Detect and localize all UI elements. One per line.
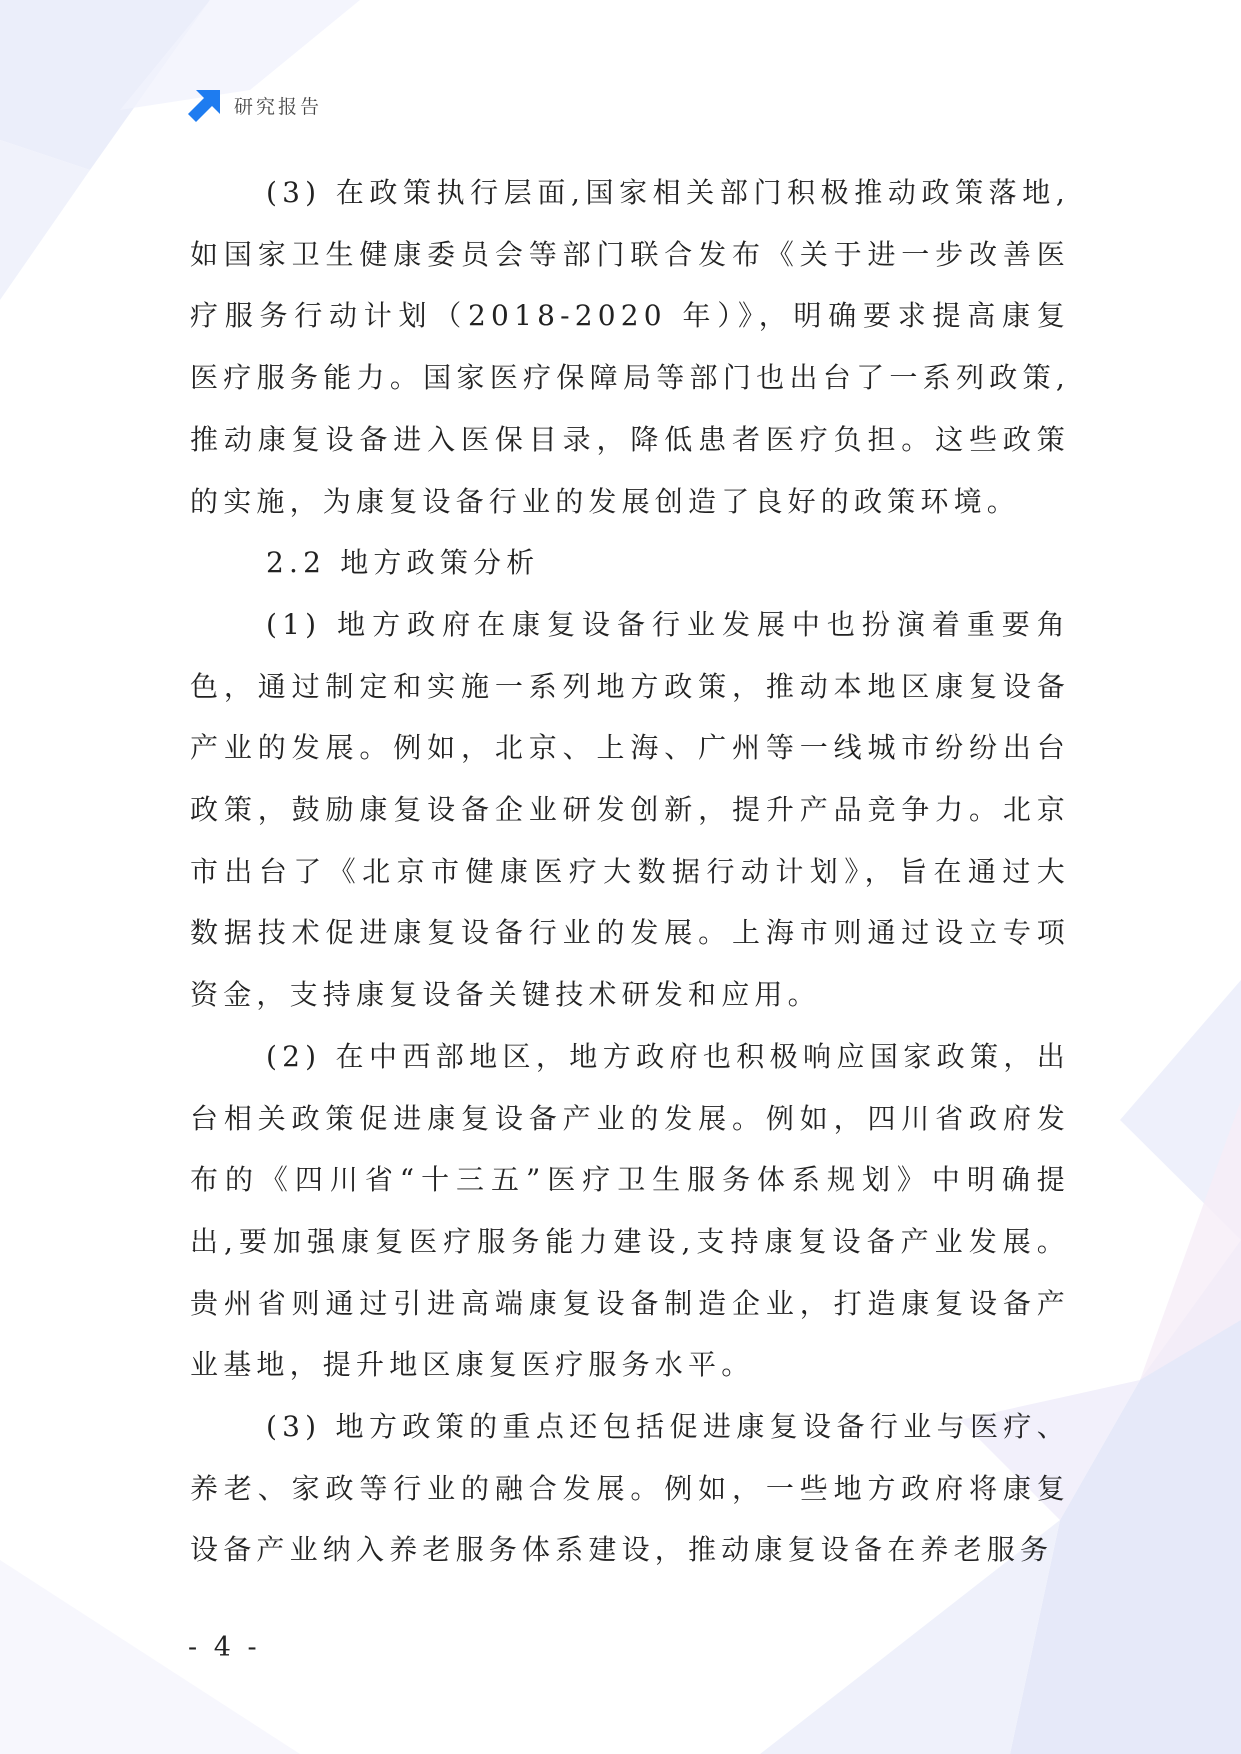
document-body: [190, 162, 1070, 1581]
paragraph: (3) 在政策执行层面,国家相关部门积极推动政策落地,如国家卫生健康委员会等部门联合发布《关于进一步改善医疗服务行动计划（2018-2020 年）》，明确要求提高康复医疗服务能力。国家医疗保障局等部门也出台了一系列政策,推动康复设备进入医保目录，降低患者医疗负担。这些政策的实施，为康复设备行业的发展创造了良好的政策环境。: [190, 176, 1070, 518]
paragraph: (1) 地方政府在康复设备行业发展中也扮演着重要角色，通过制定和实施一系列地方政策，推动本地区康复设备产业的发展。例如，北京、上海、广州等一线城市纷纷出台政策，鼓励康复设备企业研发创新，提升产品竞争力。北京市出台了《北京市健康医疗大数据行动计划》，旨在通过大数据技术促进康复设备行业的发展。上海市则通过设立专项资金，支持康复设备关键技术研发和应用。: [190, 607, 1070, 1012]
page-number: - 4 -: [188, 1632, 261, 1663]
paragraph: (3) 地方政策的重点还包括促进康复设备行业与医疗、养老、家政等行业的融合发展。例如，一些地方政府将康复设备产业纳入养老服务体系建设，推动康复设备在养老服务: [190, 1410, 1070, 1567]
arrow-up-right-icon: [188, 88, 222, 122]
section-heading: 2.2 地方政策分析: [266, 546, 540, 580]
page-header: [188, 88, 322, 122]
paragraph: (2) 在中西部地区，地方政府也积极响应国家政策，出台相关政策促进康复设备产业的发展。例如，四川省政府发布的《四川省“十三五”医疗卫生服务体系规划》中明确提出,要加强康复医疗服务能力建设,支持康复设备产业发展。贵州省则通过引进高端康复设备制造企业，打造康复设备产业基地，提升地区康复医疗服务水平。: [190, 1039, 1070, 1382]
header-title: 研究报告: [234, 95, 323, 118]
